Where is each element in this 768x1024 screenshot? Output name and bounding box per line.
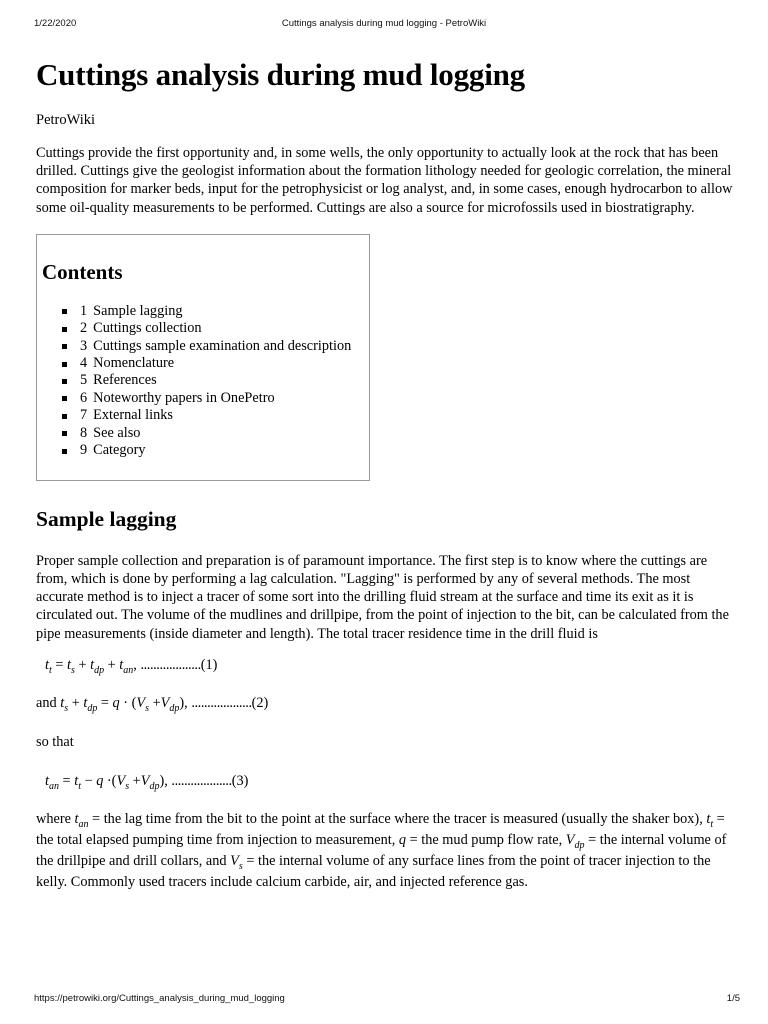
sample-lagging-paragraph: Proper sample collection and preparation is of paramount importance. The first step is to know where the cuttings are from, which is done by performing a lag calculation. "Lagging" is performed by any of several methods. The most accurate method is to inject a tracer of some sort into the drilling fluid stream at the surface and time its exit as it is circulated out. The volume of the mudlines and drillpipe, from the point of injection to the bit, can be calculated from the pipe measurements (inside diameter and length). The total tracer residence time in the drill fluid is <box>36 552 729 642</box>
toc-item-cuttings-collection[interactable] <box>62 320 369 337</box>
toc-link[interactable]: See also <box>93 424 141 441</box>
toc-item-see-also[interactable] <box>62 425 369 442</box>
site-name: PetroWiki <box>36 112 96 128</box>
toc-number: 6 <box>80 389 88 406</box>
toc-item-external-links[interactable] <box>62 407 369 424</box>
bullet-icon <box>62 327 67 332</box>
toc-list <box>42 303 369 460</box>
toc-number: 9 <box>80 442 88 459</box>
equation-2: and $t_s + t_{dp} = q \cdot (V_s +V_{dp})$, ...................(2) <box>36 694 269 714</box>
equation-number: (3) <box>231 772 249 789</box>
bullet-icon <box>62 309 67 314</box>
print-url: https://petrowiki.org/Cuttings_analysis_during_mud_logging <box>34 993 285 1004</box>
print-footer <box>0 993 768 1007</box>
bullet-icon <box>62 431 67 436</box>
toc-item-references[interactable] <box>62 372 369 389</box>
toc-number: 2 <box>80 320 88 337</box>
toc-link[interactable]: Sample lagging <box>93 302 183 319</box>
toc-link[interactable]: References <box>93 372 157 389</box>
equation-lead-text: and <box>36 694 57 711</box>
definition-text: = the total elapsed pumping time from injection to measurement, <box>36 810 725 849</box>
equation-3: $t_{an} = t_t - q \cdot(V_s +V_{dp})$, ...................(3) <box>45 772 249 792</box>
equation-number: (2) <box>251 694 269 711</box>
table-of-contents <box>36 234 370 481</box>
toc-link[interactable]: Nomenclature <box>93 355 175 372</box>
print-date: 1/22/2020 <box>34 18 77 29</box>
bullet-icon <box>62 379 67 384</box>
article-content <box>36 55 736 894</box>
toc-item-nomenclature[interactable] <box>62 355 369 372</box>
bullet-icon <box>62 414 67 419</box>
variable-definitions: where $t_{an}$ = the lag time from the bit to the point at the surface where the tracer is measured (usually the shaker box), $t_t$ = the total elapsed pumping time from injection to measurement, q = the mud pump flow rate, $V_{dp}$ = the internal volume of the drillpipe and drill collars, and $V_s$ = the internal volume of any surface lines from the point of tracer injection to the kelly. Commonly used tracers include calcium carbide, air, and injected reference gas. <box>36 810 727 891</box>
print-title: Cuttings analysis during mud logging - PetroWiki <box>281 18 487 29</box>
page-title: Cuttings analysis during mud logging <box>36 57 525 92</box>
bullet-icon <box>62 344 67 349</box>
bullet-icon <box>62 396 67 401</box>
page-number: 1/5 <box>726 993 740 1004</box>
toc-item-noteworthy-papers[interactable] <box>62 390 369 407</box>
bullet-icon <box>62 449 67 454</box>
definition-text: = the lag time from the bit to the point at the surface where the tracer is measured (usually the shaker box), <box>88 810 707 827</box>
definition-text: = the mud pump flow rate, <box>406 832 566 849</box>
toc-link[interactable]: Category <box>93 442 146 459</box>
toc-item-category[interactable] <box>62 442 369 459</box>
toc-title: Contents <box>42 259 123 284</box>
definition-text: = the internal volume of any surface lines from the point of tracer injection to the kelly. Commonly used tracers include calcium carbide, air, and injected reference gas. <box>36 853 711 891</box>
toc-link[interactable]: Cuttings sample examination and description <box>93 337 352 354</box>
toc-number: 7 <box>80 407 88 424</box>
toc-number: 4 <box>80 355 88 372</box>
bullet-icon <box>62 362 67 367</box>
toc-link[interactable]: External links <box>93 407 173 424</box>
toc-item-sample-lagging[interactable] <box>62 303 369 320</box>
toc-item-examination[interactable] <box>62 338 369 355</box>
definition-text: = the internal volume of the drillpipe and drill collars, and <box>36 832 727 870</box>
so-that-text: so that <box>36 733 74 750</box>
toc-number: 1 <box>80 302 88 319</box>
toc-number: 3 <box>80 337 88 354</box>
equation-number: (1) <box>200 656 218 673</box>
toc-number: 8 <box>80 424 88 441</box>
section-heading-sample-lagging: Sample lagging <box>36 506 177 531</box>
print-header <box>0 18 768 32</box>
toc-number: 5 <box>80 372 88 389</box>
intro-paragraph: Cuttings provide the first opportunity and, in some wells, the only opportunity to actually look at the rock that has been drilled. Cuttings give the geologist information about the formation lithology needed for geologic correlation, the mineral composition for marker beds, input for the petrophysicist or log analyst, and, in some cases, enough hydrocarbon to allow some oil-quality measurements to be performed. Cuttings are also a source for microfossils used in biostratigraphy. <box>36 145 733 216</box>
equation-1: $t_t = t_s + t_{dp} + t_{an}$, ...................(1) <box>45 656 218 676</box>
toc-link[interactable]: Noteworthy papers in OnePetro <box>93 389 275 406</box>
toc-link[interactable]: Cuttings collection <box>93 320 202 337</box>
definition-text: where <box>36 810 75 827</box>
